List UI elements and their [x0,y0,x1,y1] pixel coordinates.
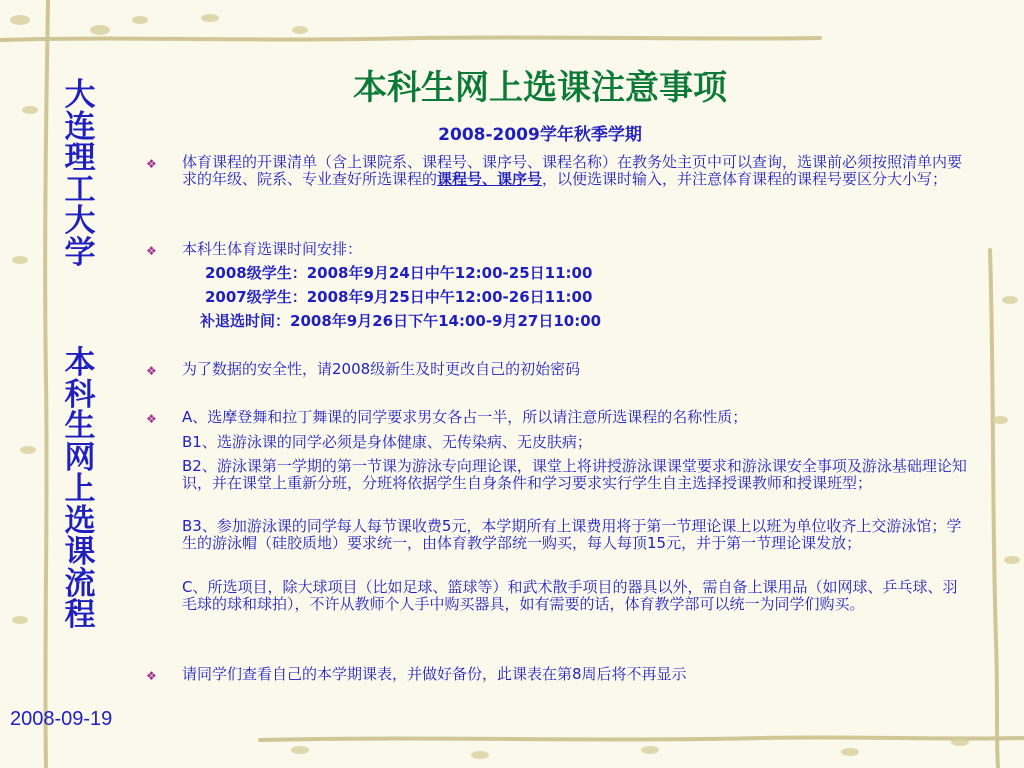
bullet-icon: ❖ [146,157,157,171]
bullet-course-list-text: 体育课程的开课清单（含上课院系、课程号、课序号、课程名称）在教务处主页中可以查询，选课前必须按照清单内要求的年级、院系、专业查好所选课程的 [182,153,963,188]
schedule-line-drop-add [200,313,601,330]
schedule-backup-notice: 请同学们查看自己的本学期课表，并做好备份，此课表在第8周后将不再显示 [182,665,687,683]
note-c: C、所选项目，除大球项目（比如足球、篮球等）和武术散手项目的器具以外，需自备上课用品（如网球、乒乓球、羽毛球的球和球拍），不许从教师个人手中购买器具，如有需要的话，体育教学部可以统一为同学们购买。 [182,578,958,613]
schedule-label: 2008级学生： [205,264,307,282]
note-b3: B3、参加游泳课的同学每人每节课收费5元，本学期所有上课费用将于第一节理论课上以班为单位收齐上交游泳馆；学生的游泳帽（硅胶质地）要求统一，由体育教学部统一购买，每人每顶15元，并于第一节理论课发放； [182,517,962,552]
schedule-line-2007 [205,289,592,306]
note-b2: B2、游泳课第一学期的第一节课为游泳专向理论课，课堂上将讲授游泳课课堂要求和游泳课安全事项及游泳基础理论知识，并在课堂上重新分班，分班将依据学生自身条件和学习要求实行学生自主选择授课教师和授课班型； [182,457,967,492]
schedule-label: 补退选时间： [200,312,291,330]
course-number-emphasis: 课程号、课序号 [437,170,543,188]
bullet-icon: ❖ [146,412,157,426]
schedule-heading: 本科生体育选课时间安排： [182,240,363,258]
password-notice: 为了数据的安全性，请2008级新生及时更改自己的初始密码 [182,360,581,378]
bullet-course-list [182,154,972,188]
page-subtitle: 2008-2009学年秋季学期 [438,125,642,145]
bullet-icon: ❖ [146,364,157,378]
schedule-line-2008 [205,265,592,282]
schedule-value: 2008年9月25日中午12:00-26日11:00 [306,288,593,306]
slide-date: 2008-09-19 [10,708,113,730]
note-b1: B1、选游泳课的同学必须是身体健康、无传染病、无皮肤病； [182,433,592,451]
schedule-value: 2008年9月26日下午14:00-9月27日10:00 [290,312,602,330]
page-title: 本科生网上选课注意事项 [353,68,727,108]
schedule-label: 2007级学生： [205,288,307,306]
note-a: A、选摩登舞和拉丁舞课的同学要求男女各占一半，所以请注意所选课程的名称性质； [182,408,748,426]
bullet-icon: ❖ [146,669,157,683]
vertical-university-title: 大连理工大学 [64,77,96,271]
bullet-course-list-text-end: ，以便选课时输入，并注意体育课程的课程号要区分大小写； [542,170,948,188]
bullet-icon: ❖ [146,244,157,258]
vertical-process-title: 本科生网上选课流程 [64,345,96,633]
schedule-value: 2008年9月24日中午12:00-25日11:00 [306,264,593,282]
